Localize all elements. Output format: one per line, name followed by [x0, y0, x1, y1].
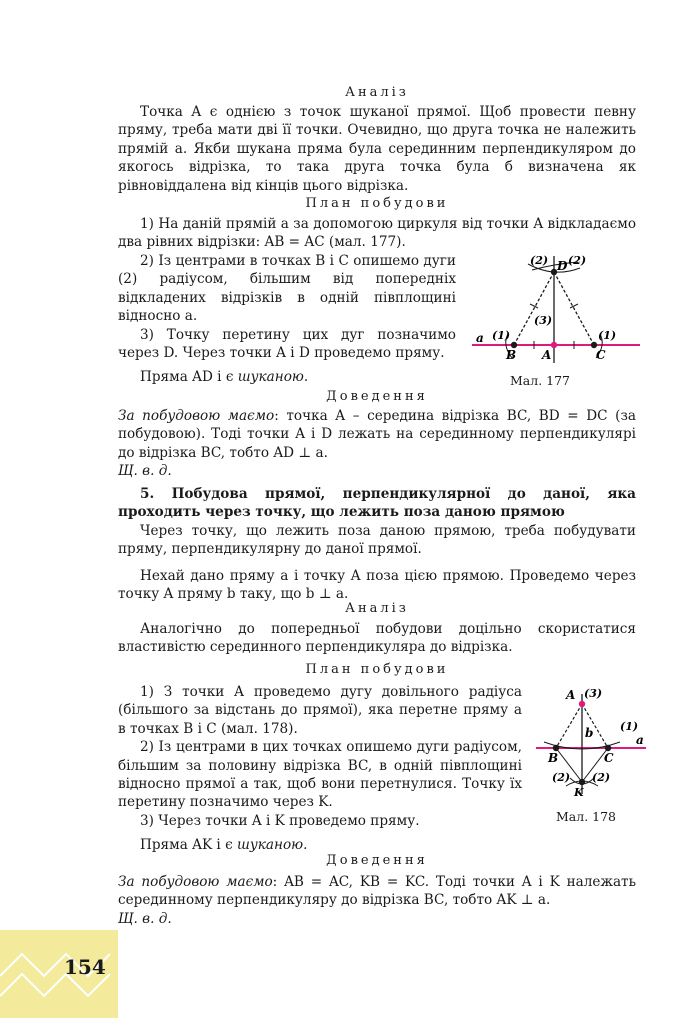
construction-5-title: 5. Побудова прямої, перпендикулярної до даної, яка проходить через точку, що лежить поза даною прямою	[118, 486, 636, 521]
proof-2-lead: За побудовою маємо	[118, 874, 273, 890]
label-1-right: (1)	[598, 329, 617, 342]
label-c: C	[604, 751, 614, 765]
figure-177	[468, 248, 648, 368]
proof-paragraph	[118, 407, 636, 481]
proof-2-paragraph	[118, 873, 636, 928]
analysis-2-paragraph	[118, 620, 636, 657]
label-b-line: b	[585, 726, 594, 740]
analysis-2-text: Аналогічно до попередньої побудови доцільно скористатися властивістю серединного перпендикуляра до відрізка.	[118, 621, 636, 656]
plan-step-2-text: 2) Із центрами в точках B і C опишемо дуги (2) радіусом, більшим від попередніх відкладених відрізків в одній півплощині відносно a.	[118, 253, 456, 325]
construction-5-p2: Нехай дано пряму a і точку A поза цією прямою. Проведемо через точку A пряму b таку, що b ⊥ a.	[118, 567, 636, 603]
proof-2-body: : AB = AC, KB = KC. Тоді точки A і K належать серединному перпендикуляру до відрізка BC, тобто AK ⊥ a.	[118, 874, 636, 909]
figure-178	[528, 682, 652, 802]
result-prefix: Пряма AD і є	[140, 369, 238, 386]
label-2-left: (2)	[552, 771, 571, 784]
proof-qed: Щ. в. д.	[118, 463, 172, 480]
label-3: (3)	[534, 314, 553, 327]
label-b: B	[506, 348, 517, 362]
point-a	[579, 701, 585, 707]
label-2-right: (2)	[568, 254, 587, 267]
proof-body: : точка A – середина відрізка BC, BD = DC (за побудовою). Тоді точки A і D лежать на серединному перпендикулярі до відрізка BC, тобто AD ⊥ a.	[118, 408, 636, 461]
construction-5-p1: Через точку, що лежить поза даною прямою, треба побудувати пряму, перпендикулярну до даної прямої.	[118, 522, 636, 558]
label-1-left: (1)	[492, 329, 511, 342]
proof-2-qed: Щ. в. д.	[118, 910, 172, 927]
proof-lead: За побудовою маємо	[118, 408, 275, 424]
proof-heading: Доведення	[326, 389, 428, 404]
label-a: a	[476, 331, 484, 345]
plan-steps-2-3	[118, 252, 456, 387]
label-d: D	[557, 259, 568, 273]
segment-ab	[556, 704, 582, 748]
label-k: K	[574, 786, 584, 799]
plan-2-heading: План побудови	[305, 662, 449, 677]
plan-step-1	[118, 215, 636, 252]
plan-2-steps	[118, 683, 522, 855]
page-number: 154	[64, 955, 106, 979]
plan-2-step-3: 3) Через точки A і K проведемо пряму.	[140, 812, 420, 829]
result-2-word: шуканою.	[237, 837, 308, 854]
plan-2-step-2: 2) Із центрами в цих точках опишемо дуги радіусом, більшим за половину відрізка BC, в одній півплощині відносно прямої a так, щоб вони перетнулися. Точку їх перетину позначимо через K.	[118, 739, 522, 811]
construction-5	[118, 485, 636, 603]
result-word: шуканою.	[237, 369, 309, 386]
analysis-paragraph	[118, 103, 636, 195]
label-a-line: a	[636, 733, 644, 747]
label-a-point: A	[566, 688, 576, 702]
figure-178-caption: Мал. 178	[556, 809, 616, 824]
plan-step-3-text: 3) Точку перетину цих дуг позначимо через D. Через точки A і D проведемо пряму.	[118, 326, 456, 362]
point-k	[579, 779, 585, 785]
proof-2-heading: Доведення	[326, 853, 428, 868]
plan-heading: План побудови	[305, 196, 449, 211]
plan-step-1-text: 1) На даній прямій a за допомогою циркуля від точки A відкладаємо два рівних відрізки: AB = AC (мал. 177).	[118, 216, 636, 251]
proof-2-text	[118, 873, 636, 910]
label-1: (1)	[620, 720, 639, 733]
label-c: C	[596, 348, 606, 362]
label-3: (3)	[584, 687, 603, 700]
analysis-heading: Аналіз	[345, 85, 409, 100]
analysis-2-heading: Аналіз	[345, 601, 409, 616]
point-a	[551, 342, 557, 348]
analysis-text: Точка A є однією з точок шуканої прямої. Щоб провести певну пряму, треба мати дві її точки. Очевидно, що друга точка не належить прямій a. Якби шукана пряма була серединним перпендикуляром до якогось відрізка, то така друга точка була б визначена як рівновіддалена від кінців цього відрізка.	[118, 104, 636, 194]
segment-dc	[554, 272, 594, 345]
proof-text	[118, 407, 636, 462]
label-2-right: (2)	[592, 771, 611, 784]
figure-177-caption: Мал. 177	[510, 373, 570, 388]
plan-result	[118, 368, 456, 386]
plan-2-step-1: 1) З точки A проведемо дугу довільного радіуса (більшого за відстань до прямої), яка перетне пряму a в точках B і C (мал. 178).	[118, 684, 522, 737]
label-b-point: B	[548, 751, 559, 765]
result-2-prefix: Пряма AK і є	[140, 837, 238, 854]
label-2-left: (2)	[530, 254, 549, 267]
segment-bd	[514, 272, 554, 345]
label-a-point: A	[542, 348, 552, 362]
